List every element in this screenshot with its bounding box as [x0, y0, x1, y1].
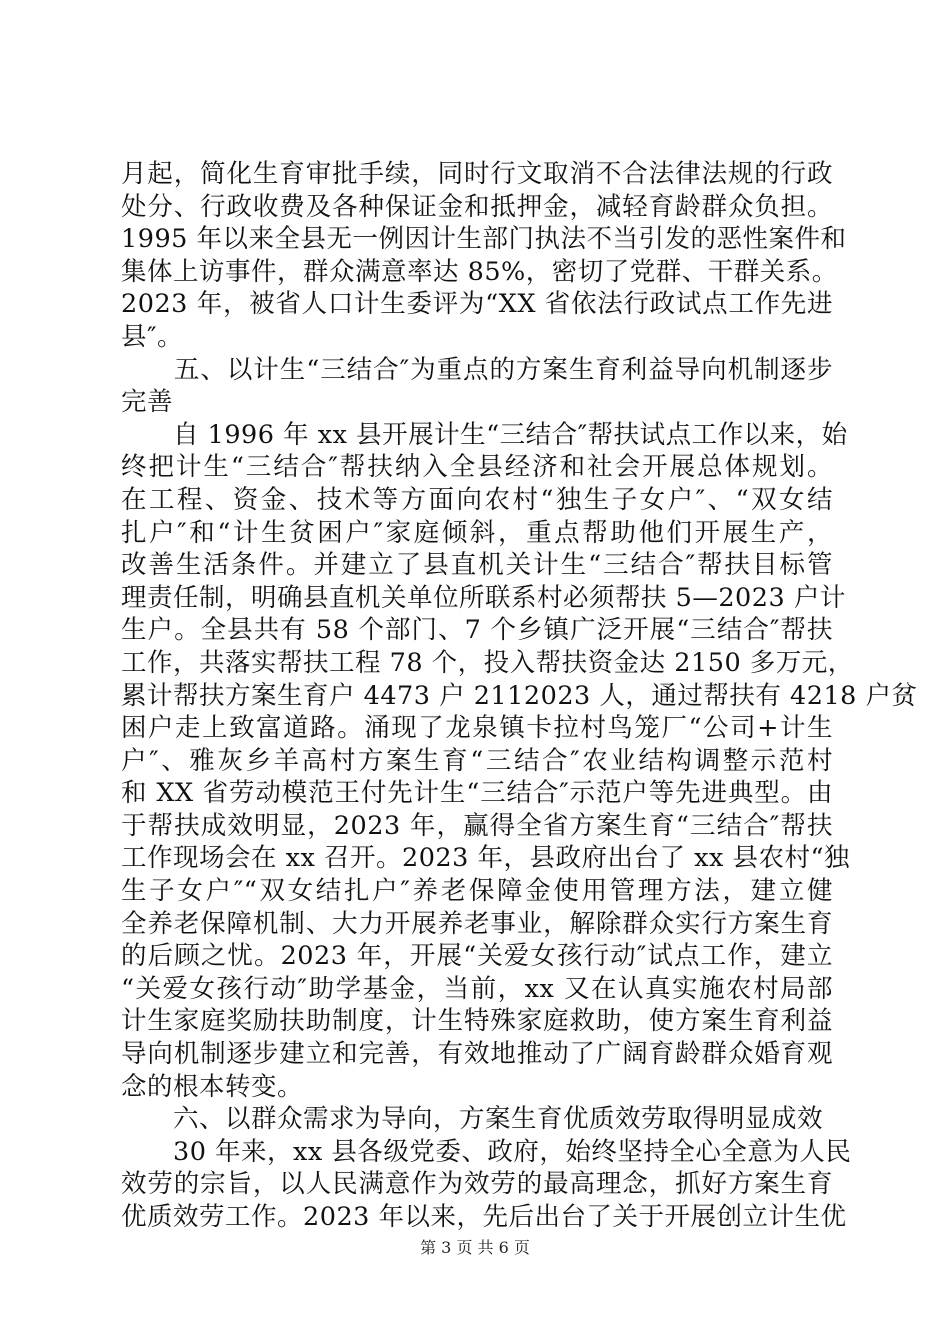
text-line: 全养老保障机制、大力开展养老事业，解除群众实行方案生育 — [121, 908, 833, 939]
text-line: 六、以群众需求为导向，方案生育优质效劳取得明显成效 — [121, 1104, 824, 1135]
text-line: 月起，简化生育审批手续，同时行文取消不合法律法规的行政 — [121, 159, 833, 189]
text-line: 效劳的宗旨，以人民满意作为效劳的最高理念，抓好方案生育 — [121, 1169, 833, 1200]
text-line: 2023 年，被省人口计生委评为“XX 省依法行政试点工作先进 — [121, 289, 833, 320]
text-line: 自 1996 年 xx 县开展计生“三结合″帮扶试点工作以来，始 — [121, 419, 848, 450]
text-line: 计生家庭奖励扶助制度，计生特殊家庭救助，使方案生育利益 — [121, 1006, 833, 1037]
text-line: 终把计生“三结合″帮扶纳入全县经济和社会开展总体规划。 — [121, 452, 833, 483]
text-line: 1995 年以来全县无一例因计生部门执法不当引发的恶性案件和 — [121, 224, 847, 255]
text-line: 处分、行政收费及各种保证金和抵押金，减轻育龄群众负担。 — [121, 191, 833, 222]
text-line: 户″、雅灰乡羊高村方案生育“三结合″农业结构调整示范村 — [121, 745, 833, 776]
text-line: 改善生活条件。并建立了县直机关计生“三结合″帮扶目标管 — [121, 550, 833, 581]
text-line: 的后顾之忧。2023 年，开展“关爱女孩行动″试点工作，建立 — [121, 941, 833, 972]
text-line: 五、以计生“三结合″为重点的方案生育利益导向机制逐步 — [121, 354, 833, 385]
text-line: 扎户″和“计生贫困户″家庭倾斜，重点帮助他们开展生产， — [121, 517, 833, 548]
text-line: 困户走上致富道路。涌现了龙泉镇卡拉村鸟笼厂“公司+计生 — [121, 713, 833, 744]
text-line: 生户。全县共有 58 个部门、7 个乡镇广泛开展“三结合″帮扶 — [121, 615, 833, 646]
text-line: 完善 — [121, 387, 174, 418]
page-footer: 第 3 页 共 6 页 — [420, 1238, 530, 1257]
text-line: 优质效劳工作。2023 年以来，先后出台了关于开展创立计生优 — [121, 1202, 847, 1232]
text-line: 和 XX 省劳动模范王付先计生“三结合″示范户等先进典型。由 — [121, 778, 833, 809]
text-line: 集体上访事件，群众满意率达 85%，密切了党群、干群关系。 — [121, 256, 838, 287]
text-line: 累计帮扶方案生育户 4473 户 2112023 人，通过帮扶有 4218 户贫 — [121, 680, 918, 711]
text-line: 于帮扶成效明显，2023 年，赢得全省方案生育“三结合″帮扶 — [121, 810, 833, 841]
text-line: 生子女户″“双女结扎户″养老保障金使用管理方法，建立健 — [121, 876, 833, 907]
text-line: “关爱女孩行动″助学基金，当前，xx 又在认真实施农村局部 — [121, 973, 833, 1004]
text-line: 念的根本转变。 — [121, 1071, 304, 1102]
text-line: 县″。 — [121, 321, 184, 352]
text-line: 在工程、资金、技术等方面向农村“独生子女户″、“双女结 — [121, 484, 833, 515]
text-line: 导向机制逐步建立和完善，有效地推动了广阔育龄群众婚育观 — [121, 1039, 833, 1070]
text-line: 工作，共落实帮扶工程 78 个，投入帮扶资金达 2150 多万元， — [121, 647, 854, 678]
document-body — [121, 158, 918, 1234]
text-line: 工作现场会在 xx 召开。2023 年，县政府出台了 xx 县农村“独 — [121, 843, 850, 874]
text-line: 30 年来，xx 县各级党委、政府，始终坚持全心全意为人民 — [121, 1136, 852, 1167]
text-line: 理责任制，明确县直机关单位所联系村必须帮扶 5—2023 户计 — [121, 582, 846, 613]
